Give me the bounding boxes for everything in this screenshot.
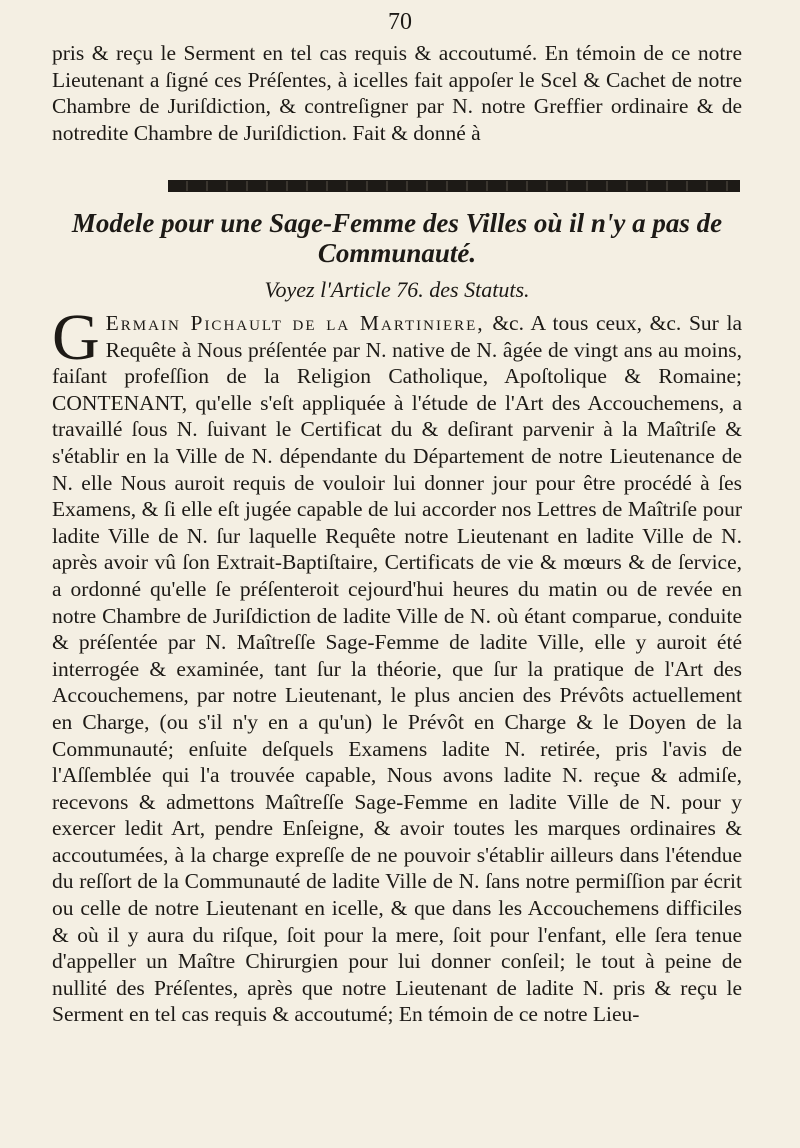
drop-cap: G xyxy=(52,301,100,374)
ornamental-rule xyxy=(168,180,740,192)
body-text: &c. A tous ceux, &c. Sur la Requête à Nous préſentée par N. native de N. âgée de vingt ans au moins, faiſant profeſſion de la Religion Catholique, Apoſtolique & Romaine; CONTENANT, qu'elle s'eſt appliquée à l'étude de l'Art des Accouchemens, a travaillé ſous N. ſuivant le Certificat du & deſirant parvenir à la Maîtriſe & s'établir en la Ville de N. dépendante du Département de notre Lieutenance de N. elle Nous auroit requis de vouloir lui donner jour pour être procédé à ſes Examens, & ſi elle eſt jugée capable de lui accorder nos Lettres de Maîtriſe pour ladite Ville de N. ſur laquelle Requête notre Lieutenant en ladite Ville de N. après avoir vû ſon Extrait-Baptiſtaire, Certificats de vie & mœurs & de ſervice, a ordonné qu'elle ſe préſenteroit cejourd'hui heures du matin ou de revée en notre Chambre de Juriſdiction de ladite Ville de N. où étant comparue, conduite & préſentée par N. Maîtreſſe Sage-Femme de ladite Ville, elle y auroit été interrogée & examinée, tant ſur la théorie, que ſur la pratique de l'Art des Accouchemens, par notre Lieutenant, le plus ancien des Prévôts actuellement en Charge, (ou s'il n'y en a qu'un) le Prévôt en Charge & le Doyen de la Communauté; enſuite deſquels Examens ladite N. retirée, pris l'avis de l'Aſſemblée qui l'a trouvée capable, Nous avons ladite N. reçue & admiſe, recevons & admettons Maîtreſſe Sage-Femme en ladite Ville de N. pour y exercer ledit Art, pendre Enſeigne, & avoir toutes les marques ordinaires & accoutumées, à la charge expreſſe de ne pouvoir s'établir ailleurs dans l'étendue du reſſort de la Communauté de ladite Ville de N. ſans notre permiſſion par écrit ou celle de notre Lieutenant en icelle, & que dans les Accouchemens difficiles & où il y aura du riſque, ſoit pour la mere, ſoit pour l'enfant, elle ſera tenue d'appeller un Maître Chirurgien pour lui donner conſeil; le tout à peine de nullité des Préſentes, après que notre Lieutenant de ladite N. pris & reçu le Serment en tel cas requis & accoutumé; En témoin de ce notre Lieu- xyxy=(52,311,742,1027)
main-paragraph xyxy=(52,301,742,1028)
section-subtitle: Voyez l'Article 76. des Statuts. xyxy=(264,277,530,302)
opening-name: Ermain Pichault de la Martiniere, xyxy=(105,311,485,335)
intro-paragraph: pris & reçu le Serment en tel cas requis & accoutumé. En témoin de ce notre Lieutenant a ſigné ces Préſentes, à icelles fait appoſer le Scel & Cachet de notre Chambre de Juriſdiction, & contreſigner par N. notre Greffier ordinaire & de notredite Chambre de Juriſdiction. Fait & donné à xyxy=(52,41,742,145)
section-title: Modele pour une Sage-Femme des Villes où il n'y a pas de Communauté. xyxy=(71,208,723,268)
main-text-block xyxy=(52,301,742,1028)
page-number: 70 xyxy=(388,9,412,35)
